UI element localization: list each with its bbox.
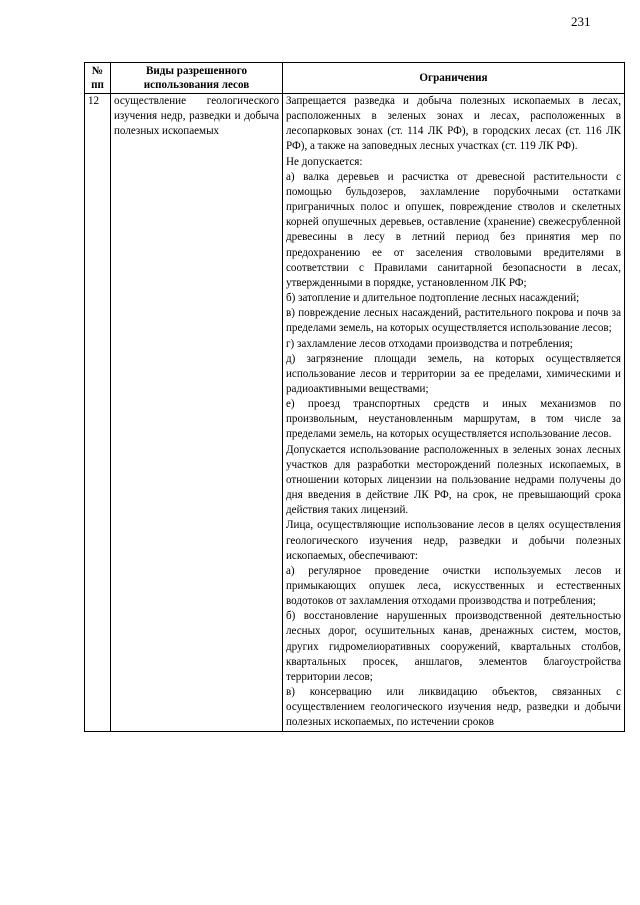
restriction-paragraph: д) загрязнение площади земель, на которых осуществляется использование лесов и территории за ее пределами, химическими и радиоактивными веществами;	[286, 352, 621, 395]
restriction-paragraph: Лица, осуществляющие использование лесов в целях осуществления геологического изучения недр, разведки и добычи полезных ископаемых, обеспечивают:	[286, 519, 621, 562]
restriction-paragraph: в) консервацию или ликвидацию объектов, связанных с осуществлением геологического изучения недр, разведки и добычи полезных ископаемых, по истечении сроков	[286, 686, 621, 729]
page-number: 231	[571, 14, 591, 29]
restriction-paragraph: б) восстановление нарушенных производственной деятельностью лесных дорог, осушительных канав, дренажных систем, мостов, других гидромелиоративных сооружений, квартальных столбов, квартальных просек, аншлагов, элементов благоустройства территории лесов;	[286, 610, 621, 683]
restriction-paragraph: а) валка деревьев и расчистка от древесной растительности с помощью бульдозеров, захламление порубочными остатками приграничных полос и опушек, повреждение стволов и скелетных корней опушечных деревьев, оставление (хранение) свежесрубленной древесины в лесу в летний период без принятия мер по предохранению ее от заселения стволовыми вредителями в соответствии с Правилами санитарной безопасности в лесах, утвержденными в порядке, установленном ЛК РФ;	[286, 170, 621, 289]
header-usage-type: Виды разрешенного использования лесов	[111, 63, 283, 94]
restriction-paragraph: в) повреждение лесных насаждений, растительного покрова и почв за пределами земель, на которых осуществляется использование лесов;	[286, 307, 621, 335]
table-header-row	[85, 63, 625, 94]
restriction-paragraph: а) регулярное проведение очистки используемых лесов и примыкающих опушек леса, искусственных и естественных водотоков от захламления отходами производства и потребления;	[286, 564, 621, 608]
header-number: № пп	[85, 63, 111, 94]
header-restrictions: Ограничения	[283, 63, 625, 94]
restriction-paragraph: Запрещается разведка и добыча полезных ископаемых в лесах, расположенных в зеленых зонах и лесах, расположенных в лесопарковых зонах (ст. 114 ЛК РФ), в городских лесах (ст. 116 ЛК РФ), а также на заповедных лесных участках (ст. 119 ЛК РФ).	[286, 95, 621, 153]
restriction-paragraph: Не допускается:	[286, 155, 363, 168]
restriction-paragraph: Допускается использование расположенных в зеленых зонах лесных участков для разработки месторождений полезных ископаемых, в отношении которых лицензии на пользование недрами получены до дня введения в действие ЛК РФ, на срок, не превышающий срока действия таких лицензий.	[286, 443, 621, 517]
row-number: 12	[85, 94, 111, 732]
restriction-paragraph: е) проезд транспортных средств и иных механизмов по произвольным, неустановленным маршрутам, в том числе за пределами земель, на которых осуществляется использование лесов.	[286, 398, 621, 441]
restrictions-cell	[283, 94, 625, 732]
restrictions-table	[84, 62, 625, 732]
restriction-paragraph: г) захламление лесов отходами производства и потребления;	[286, 337, 573, 350]
table-row	[85, 94, 625, 732]
restriction-paragraph: б) затопление и длительное подтопление лесных насаждений;	[286, 292, 580, 305]
usage-type-cell: осуществление геологического изучения недр, разведки и добыча полезных ископаемых	[111, 94, 283, 732]
